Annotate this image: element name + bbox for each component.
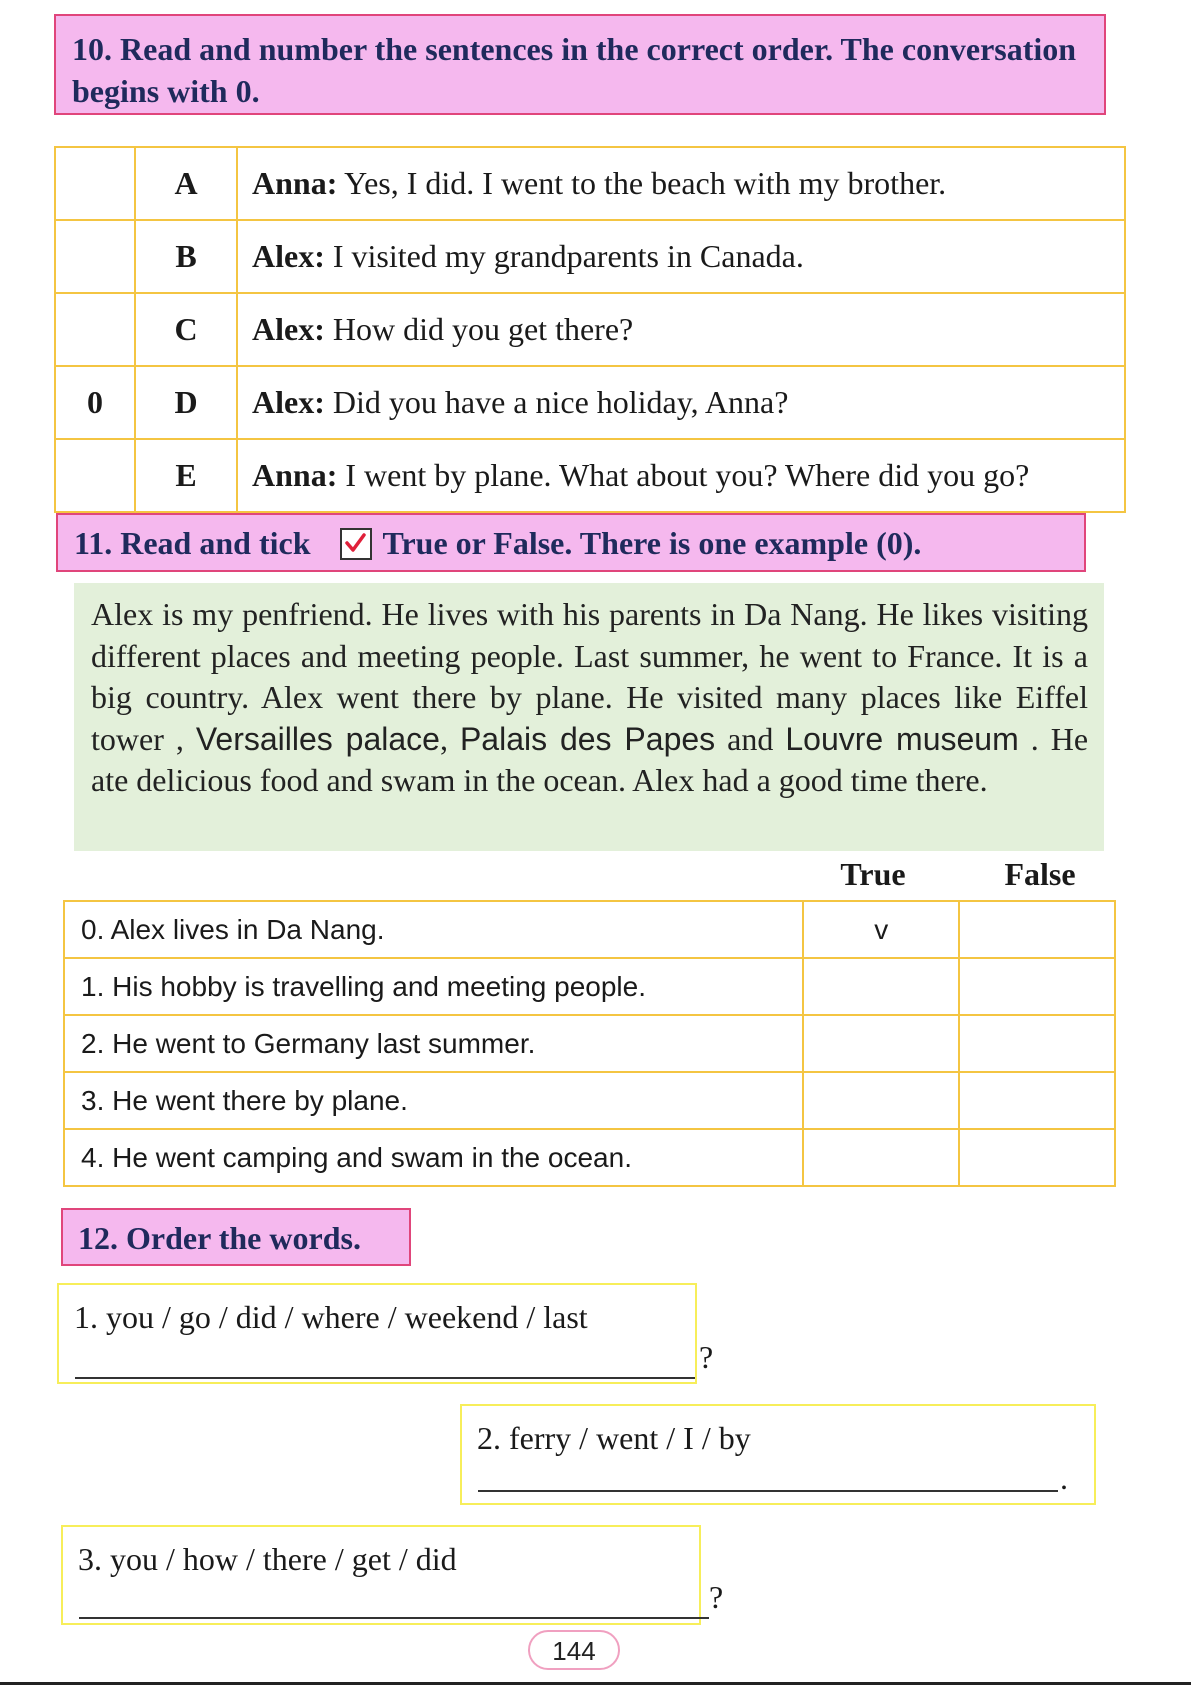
- word-prompt: 3. you / how / there / get / did: [78, 1541, 457, 1577]
- sentence-text: Did you have a nice holiday, Anna?: [324, 384, 789, 420]
- false-column-header: False: [1004, 856, 1076, 892]
- exercise-11-title-end: True or False. There is one example (0).: [382, 525, 922, 561]
- answer-number-cell[interactable]: [55, 147, 135, 220]
- true-answer-cell[interactable]: v: [803, 901, 959, 958]
- false-answer-cell[interactable]: [959, 958, 1115, 1015]
- table-row: [55, 147, 1125, 220]
- sentence: [237, 366, 1125, 439]
- passage-text: Alex is my penfriend. He lives with his parents in Da Nang. He likes visiting different places and meeting people. Last summer, he went to France. It is a big country. Alex went there by plane. He visited many places like Eiffel tower ,: [91, 596, 1088, 757]
- statement: 2. He went to Germany last summer.: [64, 1015, 803, 1072]
- table-row: [64, 1129, 1115, 1186]
- table-row: [64, 1072, 1115, 1129]
- table-row: [55, 220, 1125, 293]
- table-row: [64, 958, 1115, 1015]
- passage-text: and: [715, 720, 786, 757]
- speaker: Anna:: [252, 165, 338, 201]
- exercise-10-table: [54, 146, 1126, 513]
- false-answer-cell[interactable]: [959, 1015, 1115, 1072]
- order-item-3: [61, 1525, 724, 1625]
- order-item-1: [57, 1283, 714, 1384]
- reading-passage: [74, 583, 1104, 851]
- sentence: [237, 147, 1125, 220]
- answer-punctuation: ?: [699, 1339, 714, 1375]
- table-row: [55, 293, 1125, 366]
- true-column-header: True: [840, 856, 906, 892]
- speaker: Alex:: [252, 238, 325, 274]
- sentence-text: Yes, I did. I went to the beach with my brother.: [337, 165, 947, 201]
- table-row: [55, 439, 1125, 512]
- sentence-letter: E: [135, 439, 237, 512]
- answer-punctuation: .: [1060, 1460, 1068, 1496]
- speaker: Alex:: [252, 311, 325, 347]
- sentence-text: I visited my grandparents in Canada.: [324, 238, 804, 274]
- statement: 0. Alex lives in Da Nang.: [64, 901, 803, 958]
- speaker: Alex:: [252, 384, 325, 420]
- passage-text: ,: [439, 720, 460, 757]
- passage-text: . He ate delicious food and swam in the ocean. Alex had a good time there.: [91, 720, 1089, 798]
- true-answer-cell[interactable]: [803, 1129, 959, 1186]
- answer-line[interactable]: [79, 1617, 709, 1619]
- answer-number-cell[interactable]: [55, 293, 135, 366]
- statement: 1. His hobby is travelling and meeting people.: [64, 958, 803, 1015]
- sentence-letter: C: [135, 293, 237, 366]
- exercise-10-title: 10. Read and number the sentences in the correct order. The conversation begins with 0.: [54, 14, 1106, 115]
- true-answer-cell[interactable]: [803, 1015, 959, 1072]
- true-answer-cell[interactable]: [803, 1072, 959, 1129]
- sentence-letter: A: [135, 147, 237, 220]
- sentence-letter: D: [135, 366, 237, 439]
- sentence: [237, 439, 1125, 512]
- exercise-11-title-start: 11. Read and tick: [74, 525, 311, 561]
- place-name: Versailles palace: [195, 720, 440, 757]
- word-prompt: 2. ferry / went / I / by: [477, 1420, 751, 1456]
- answer-number-cell[interactable]: [55, 439, 135, 512]
- sentence-text: How did you get there?: [324, 311, 634, 347]
- true-false-table: [63, 900, 1116, 1187]
- checkbox-icon: [340, 528, 372, 560]
- false-answer-cell[interactable]: [959, 1072, 1115, 1129]
- false-answer-cell[interactable]: [959, 1129, 1115, 1186]
- answer-punctuation: ?: [709, 1579, 724, 1615]
- false-answer-cell[interactable]: [959, 901, 1115, 958]
- answer-line[interactable]: [75, 1377, 695, 1379]
- table-row: [55, 366, 1125, 439]
- page-number: 144: [528, 1630, 620, 1670]
- exercise-11-title: [56, 513, 1086, 572]
- sentence-letter: B: [135, 220, 237, 293]
- answer-line[interactable]: [478, 1490, 1058, 1492]
- word-prompt: 1. you / go / did / where / weekend / last: [74, 1299, 588, 1335]
- sentence: [237, 220, 1125, 293]
- true-answer-cell[interactable]: [803, 958, 959, 1015]
- table-row: [64, 901, 1115, 958]
- sentence: [237, 293, 1125, 366]
- statement: 3. He went there by plane.: [64, 1072, 803, 1129]
- table-row: [64, 1015, 1115, 1072]
- sentence-text: I went by plane. What about you? Where did you go?: [337, 457, 1030, 493]
- speaker: Anna:: [252, 457, 338, 493]
- exercise-12-title: 12. Order the words.: [61, 1208, 411, 1266]
- order-item-2: [460, 1404, 1096, 1505]
- answer-number-cell[interactable]: 0: [55, 366, 135, 439]
- statement: 4. He went camping and swam in the ocean.: [64, 1129, 803, 1186]
- answer-number-cell[interactable]: [55, 220, 135, 293]
- place-name: Palais des Papes: [459, 720, 716, 757]
- place-name: Louvre museum: [785, 720, 1019, 757]
